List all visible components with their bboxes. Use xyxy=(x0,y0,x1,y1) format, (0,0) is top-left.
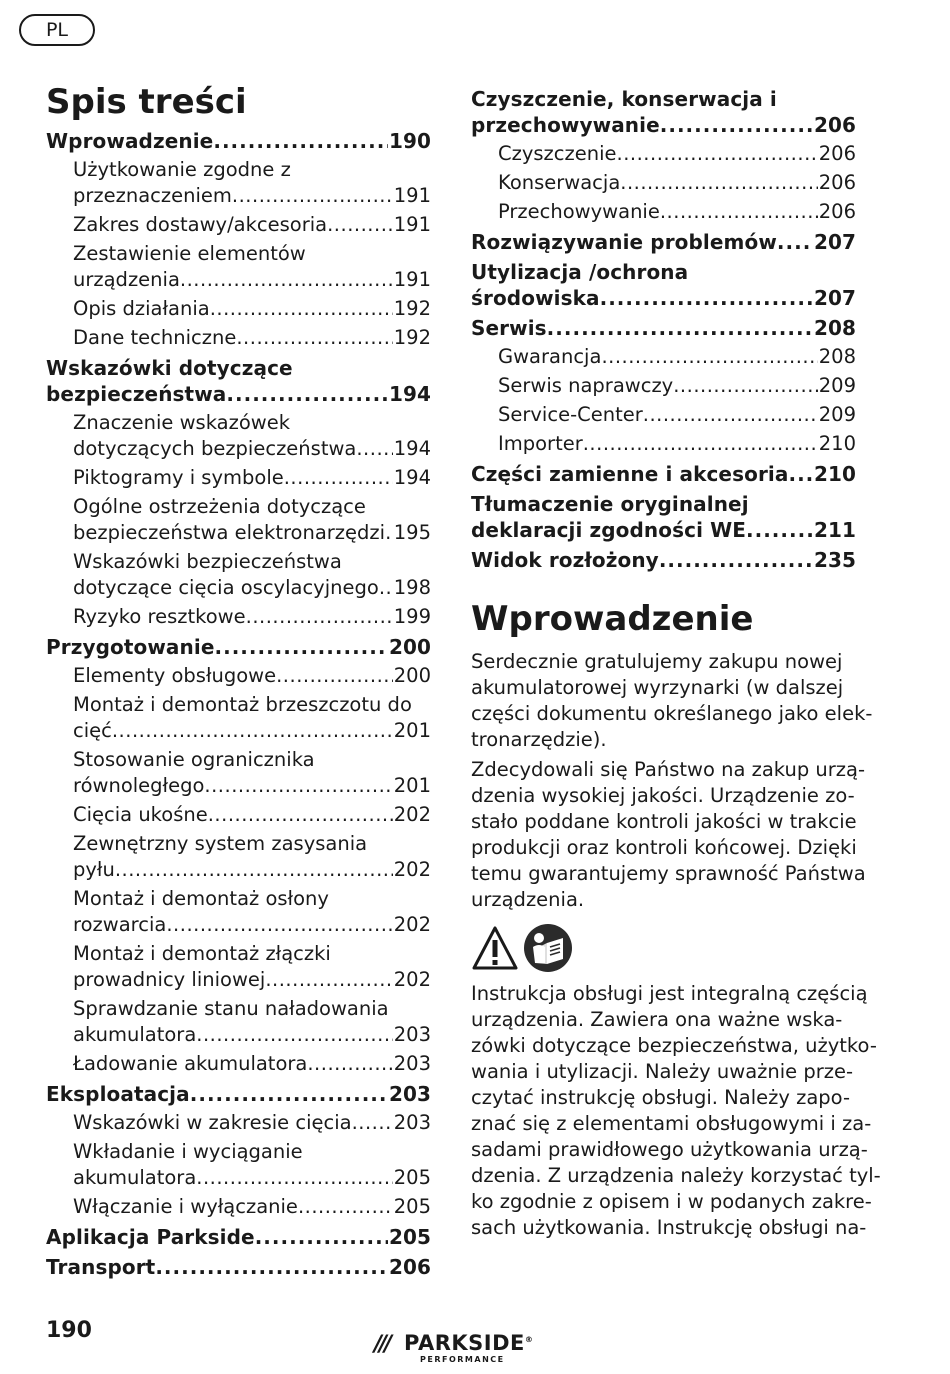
toc-entry-label: Znaczenie wskazówek xyxy=(73,411,291,434)
toc-entry-label: Ładowanie akumulatora xyxy=(73,1052,308,1075)
toc-page-number: 203 xyxy=(388,1082,431,1106)
toc-entry-label: Widok rozłożony xyxy=(471,548,659,572)
toc-entry-label: Eksploatacja xyxy=(46,1082,190,1106)
toc-subsection-entry xyxy=(46,325,431,351)
toc-page-number: 208 xyxy=(813,316,856,340)
toc-entry-label: przechowywanie xyxy=(471,113,660,137)
toc-entry-label: Aplikacja Parkside xyxy=(46,1225,255,1249)
toc-dot-leader xyxy=(746,517,813,543)
paragraph-line: wania i utylizacji. Należy uważnie prze- xyxy=(471,1060,854,1083)
toc-dot-leader xyxy=(204,773,392,799)
toc-entry-label: Zakres dostawy/akcesoria xyxy=(73,213,328,236)
toc-section-entry xyxy=(46,1254,431,1280)
toc-subsection-entry xyxy=(471,344,856,370)
toc-dot-leader xyxy=(788,461,812,487)
toc-subsection-entry xyxy=(46,747,431,799)
toc-subsection-entry xyxy=(46,941,431,993)
toc-entry-label: Włączanie i wyłączanie xyxy=(73,1195,298,1218)
toc-page-number: 205 xyxy=(393,1195,431,1218)
toc-entry-label: Stosowanie ogranicznika xyxy=(73,748,315,771)
toc-entry-label: dotyczących bezpieczeństwa xyxy=(73,437,357,460)
toc-section-entry xyxy=(471,547,856,573)
toc-page-number: 203 xyxy=(393,1111,431,1134)
toc-section-entry xyxy=(471,461,856,487)
toc-page-number: 194 xyxy=(393,466,431,489)
toc-dot-leader xyxy=(352,1110,393,1136)
paragraph-line: sach użytkowania. Instrukcję obsługi na- xyxy=(471,1216,867,1239)
toc-section-entry xyxy=(46,128,431,154)
toc-dot-leader xyxy=(155,1254,388,1280)
toc-page-number: 192 xyxy=(393,297,431,320)
toc-dot-leader xyxy=(190,1081,388,1107)
toc-dot-leader xyxy=(600,285,813,311)
toc-entry-label: Konserwacja xyxy=(498,171,621,194)
toc-entry-label: Czyszczenie, konserwacja i xyxy=(471,87,777,111)
toc-entry-label: pyłu xyxy=(73,858,115,881)
toc-entry-label: Wskazówki w zakresie cięcia xyxy=(73,1111,352,1134)
toc-dot-leader xyxy=(583,431,818,457)
toc-page-number: 206 xyxy=(813,113,856,137)
toc-entry-label: Zewnętrzny system zasysania xyxy=(73,832,368,855)
paragraph-line: temu gwarantujemy sprawność Państwa xyxy=(471,862,866,885)
toc-page-number: 203 xyxy=(393,1023,431,1046)
toc-dot-leader xyxy=(265,967,392,993)
toc-entry-label: Transport xyxy=(46,1255,156,1279)
toc-page-number: 210 xyxy=(813,462,856,486)
toc-page-number: 205 xyxy=(388,1225,431,1249)
toc-page-number: 209 xyxy=(818,403,856,426)
toc-entry-label: Użytkowanie zgodne z xyxy=(73,158,291,181)
toc-section-entry xyxy=(471,259,856,311)
toc-dot-leader xyxy=(166,912,392,938)
read-manual-icon xyxy=(523,923,573,973)
toc-page-number: 210 xyxy=(818,432,856,455)
toc-dot-leader xyxy=(660,199,818,225)
toc-entry-label: Wskazówki dotyczące xyxy=(46,356,293,380)
toc-entry-label: Utylizacja /ochrona xyxy=(471,260,689,284)
toc-subsection-entry xyxy=(46,802,431,828)
toc-entry-label: Części zamienne i akcesoria xyxy=(471,462,789,486)
paragraph-line: dzenia wysokiej jakości. Urządzenie zo- xyxy=(471,784,855,807)
toc-dot-leader xyxy=(673,373,818,399)
toc-entry-label: Piktogramy i symbole xyxy=(73,466,284,489)
toc-entry-label: dotyczące cięcia oscylacyjnego xyxy=(73,576,379,599)
toc-subsection-entry xyxy=(46,212,431,238)
toc-entry-label: środowiska xyxy=(471,286,600,310)
toc-subsection-entry xyxy=(471,170,856,196)
paragraph-line: zówki dotyczące bezpieczeństwa, użytko- xyxy=(471,1034,877,1057)
warning-icon xyxy=(471,925,519,971)
toc-entry-label: Dane techniczne xyxy=(73,326,237,349)
toc-dot-leader xyxy=(643,402,818,428)
toc-entry-label: Elementy obsługowe xyxy=(73,664,277,687)
toc-entry-label: cięć xyxy=(73,719,112,742)
toc-subsection-entry xyxy=(46,157,431,209)
toc-entry-label: Wkładanie i wyciąganie xyxy=(73,1140,303,1163)
toc-dot-leader xyxy=(232,183,393,209)
toc-section-entry xyxy=(471,86,856,138)
paragraph-line: urządzenia. Zawiera ona ważne wska- xyxy=(471,1008,843,1031)
toc-page-number: 203 xyxy=(393,1052,431,1075)
toc-entry-label: Przechowywanie xyxy=(498,200,660,223)
toc-subsection-entry xyxy=(471,373,856,399)
toc-page-number: 208 xyxy=(818,345,856,368)
toc-dot-leader xyxy=(385,520,393,546)
paragraph-line: Zdecydowali się Państwo na zakup urzą- xyxy=(471,758,865,781)
toc-page-number: 209 xyxy=(818,374,856,397)
toc-page-number: 202 xyxy=(393,803,431,826)
toc-entry-label: Zestawienie elementów xyxy=(73,242,306,265)
toc-dot-leader xyxy=(208,802,393,828)
intro-paragraph-2 xyxy=(471,757,866,913)
logo-brand: PARKSIDE® xyxy=(404,1331,534,1355)
toc-subsection-entry xyxy=(46,1194,431,1220)
toc-entry-label: Wprowadzenie xyxy=(46,129,214,153)
language-badge: PL xyxy=(19,14,95,46)
toc-subsection-entry xyxy=(471,402,856,428)
toc-dot-leader xyxy=(276,663,393,689)
toc-dot-leader xyxy=(777,229,813,255)
toc-page-number: 201 xyxy=(393,719,431,742)
toc-dot-leader xyxy=(660,112,813,138)
logo-subtitle: PERFORMANCE xyxy=(420,1355,505,1364)
parkside-logo xyxy=(374,1331,534,1367)
toc-dot-leader xyxy=(210,296,393,322)
toc-section-entry xyxy=(46,634,431,660)
toc-page-number: 207 xyxy=(813,286,856,310)
toc-entry-label: Service-Center xyxy=(498,403,643,426)
paragraph-line: tronarzędzie). xyxy=(471,728,607,751)
toc-entry-label: Montaż i demontaż złączki xyxy=(73,942,331,965)
toc-page-number: 207 xyxy=(813,230,856,254)
toc-subsection-entry xyxy=(46,549,431,601)
toc-page-number: 206 xyxy=(818,200,856,223)
toc-page-number: 200 xyxy=(393,664,431,687)
paragraph-line: sadami prawidłowego użytkowania urzą- xyxy=(471,1138,868,1161)
toc-page-number: 202 xyxy=(393,913,431,936)
toc-page-number: 206 xyxy=(818,142,856,165)
toc-subsection-entry xyxy=(471,141,856,167)
toc-subsection-entry xyxy=(46,465,431,491)
toc-entry-label: przeznaczeniem xyxy=(73,184,232,207)
toc-entry-label: Serwis xyxy=(471,316,547,340)
paragraph-line: Instrukcja obsługi jest integralną częścią xyxy=(471,982,868,1005)
toc-page-number: 201 xyxy=(393,774,431,797)
icon-row xyxy=(471,923,856,973)
toc-dot-leader xyxy=(356,436,392,462)
toc-subsection-entry xyxy=(46,996,431,1048)
toc-entry-label: Montaż i demontaż brzeszczotu do xyxy=(73,693,412,716)
paragraph-line: dzenia. Z urządzenia należy korzystać tyl- xyxy=(471,1164,881,1187)
toc-entry-label: Cięcia ukośne xyxy=(73,803,208,826)
toc-page-number: 202 xyxy=(393,968,431,991)
paragraph-line: produkcji oraz kontroli końcowej. Dzięki xyxy=(471,836,857,859)
toc-entry-label: Opis działania xyxy=(73,297,210,320)
toc-subsection-entry xyxy=(471,199,856,225)
toc-dot-leader xyxy=(307,1051,392,1077)
toc-section-entry xyxy=(471,229,856,255)
toc-dot-leader xyxy=(255,1224,388,1250)
toc-page-number: 191 xyxy=(393,268,431,291)
toc-dot-leader xyxy=(547,315,813,341)
toc-entry-label: Tłumaczenie oryginalnej xyxy=(471,492,749,516)
toc-left-column xyxy=(46,82,431,1280)
toc-page-number: 194 xyxy=(393,437,431,460)
toc-page-number: 199 xyxy=(393,605,431,628)
toc-entry-label: równoległego xyxy=(73,774,205,797)
toc-section-entry xyxy=(46,1224,431,1250)
toc-entry-label: Sprawdzanie stanu naładowania xyxy=(73,997,389,1020)
logo-slashes: /// xyxy=(374,1332,390,1357)
toc-list-left xyxy=(46,128,431,1280)
toc-entry-label: Gwarancja xyxy=(498,345,602,368)
paragraph-line: urządzenia. xyxy=(471,888,585,911)
toc-entry-label: Rozwiązywanie problemów xyxy=(471,230,777,254)
toc-entry-label: urządzenia xyxy=(73,268,180,291)
toc-subsection-entry xyxy=(46,663,431,689)
paragraph-line: stało poddane kontroli jakości w trakcie xyxy=(471,810,857,833)
toc-entry-label: bezpieczeństwa elektronarzędzi xyxy=(73,521,386,544)
toc-page-number: 206 xyxy=(388,1255,431,1279)
toc-entry-label: Przygotowanie xyxy=(46,635,215,659)
toc-entry-label: Importer xyxy=(498,432,583,455)
toc-list-right xyxy=(471,86,856,573)
toc-entry-label: deklaracji zgodności WE xyxy=(471,518,747,542)
toc-page-number: 192 xyxy=(393,326,431,349)
toc-entry-label: akumulatora xyxy=(73,1166,197,1189)
toc-dot-leader xyxy=(298,1194,393,1220)
toc-section-entry xyxy=(46,355,431,407)
toc-subsection-entry xyxy=(46,692,431,744)
toc-dot-leader xyxy=(215,634,388,660)
toc-dot-leader xyxy=(617,141,818,167)
toc-page-number: 206 xyxy=(818,171,856,194)
toc-dot-leader xyxy=(112,718,393,744)
toc-section-entry xyxy=(471,491,856,543)
toc-dot-leader xyxy=(379,575,393,601)
toc-page-number: 200 xyxy=(388,635,431,659)
toc-dot-leader xyxy=(327,212,393,238)
section-title: Wprowadzenie xyxy=(471,599,754,639)
paragraph-line: Serdecznie gratulujemy zakupu nowej xyxy=(471,650,843,673)
intro-paragraph-1 xyxy=(471,649,873,753)
toc-entry-label: Serwis naprawczy xyxy=(498,374,674,397)
toc-entry-label: Ogólne ostrzeżenia dotyczące xyxy=(73,495,366,518)
toc-section-entry xyxy=(471,315,856,341)
paragraph-line: części dokumentu określanego jako elek- xyxy=(471,702,873,725)
toc-page-number: 194 xyxy=(388,382,431,406)
toc-entry-label: Montaż i demontaż osłony xyxy=(73,887,329,910)
toc-subsection-entry xyxy=(46,1139,431,1191)
page-number: 190 xyxy=(46,1318,92,1343)
toc-subsection-entry xyxy=(46,886,431,938)
toc-entry-label: Wskazówki bezpieczeństwa xyxy=(73,550,342,573)
toc-subsection-entry xyxy=(46,296,431,322)
toc-dot-leader xyxy=(284,465,393,491)
toc-entry-label: bezpieczeństwa xyxy=(46,382,227,406)
toc-entry-label: Czyszczenie xyxy=(498,142,617,165)
toc-entry-label: prowadnicy liniowej xyxy=(73,968,266,991)
toc-subsection-entry xyxy=(46,410,431,462)
toc-page-number: 198 xyxy=(393,576,431,599)
paragraph-line: znać się z elementami obsługowymi i za- xyxy=(471,1112,872,1135)
toc-page-number: 211 xyxy=(813,518,856,542)
toc-dot-leader xyxy=(226,381,388,407)
toc-dot-leader xyxy=(213,128,388,154)
toc-dot-leader xyxy=(659,547,813,573)
paragraph-line: czytać instrukcję obsługi. Należy zapo- xyxy=(471,1086,850,1109)
toc-dot-leader xyxy=(620,170,818,196)
toc-page-number: 191 xyxy=(393,213,431,236)
right-column xyxy=(471,82,881,1241)
toc-dot-leader xyxy=(196,1165,393,1191)
toc-page-number: 235 xyxy=(813,548,856,572)
toc-subsection-entry xyxy=(46,241,431,293)
toc-entry-label: akumulatora xyxy=(73,1023,197,1046)
toc-page-number: 205 xyxy=(393,1166,431,1189)
toc-subsection-entry xyxy=(46,1110,431,1136)
toc-dot-leader xyxy=(601,344,817,370)
paragraph-line: akumulatorowej wyrzynarki (w dalszej xyxy=(471,676,844,699)
toc-subsection-entry xyxy=(46,831,431,883)
toc-subsection-entry xyxy=(471,431,856,457)
toc-page-number: 190 xyxy=(388,129,431,153)
toc-dot-leader xyxy=(180,267,393,293)
toc-dot-leader xyxy=(236,325,392,351)
toc-dot-leader xyxy=(196,1022,393,1048)
toc-page-number: 195 xyxy=(393,521,431,544)
toc-section-entry xyxy=(46,1081,431,1107)
toc-entry-label: Ryzyko resztkowe xyxy=(73,605,246,628)
toc-dot-leader xyxy=(246,604,393,630)
toc-title: Spis treści xyxy=(46,82,247,122)
toc-subsection-entry xyxy=(46,1051,431,1077)
intro-paragraph-3 xyxy=(471,981,881,1241)
toc-page-number: 202 xyxy=(393,858,431,881)
paragraph-line: ko zgodnie z opisem i w podanych zakre- xyxy=(471,1190,872,1213)
toc-subsection-entry xyxy=(46,604,431,630)
toc-subsection-entry xyxy=(46,494,431,546)
toc-dot-leader xyxy=(115,857,393,883)
toc-entry-label: rozwarcia xyxy=(73,913,167,936)
toc-page-number: 191 xyxy=(393,184,431,207)
